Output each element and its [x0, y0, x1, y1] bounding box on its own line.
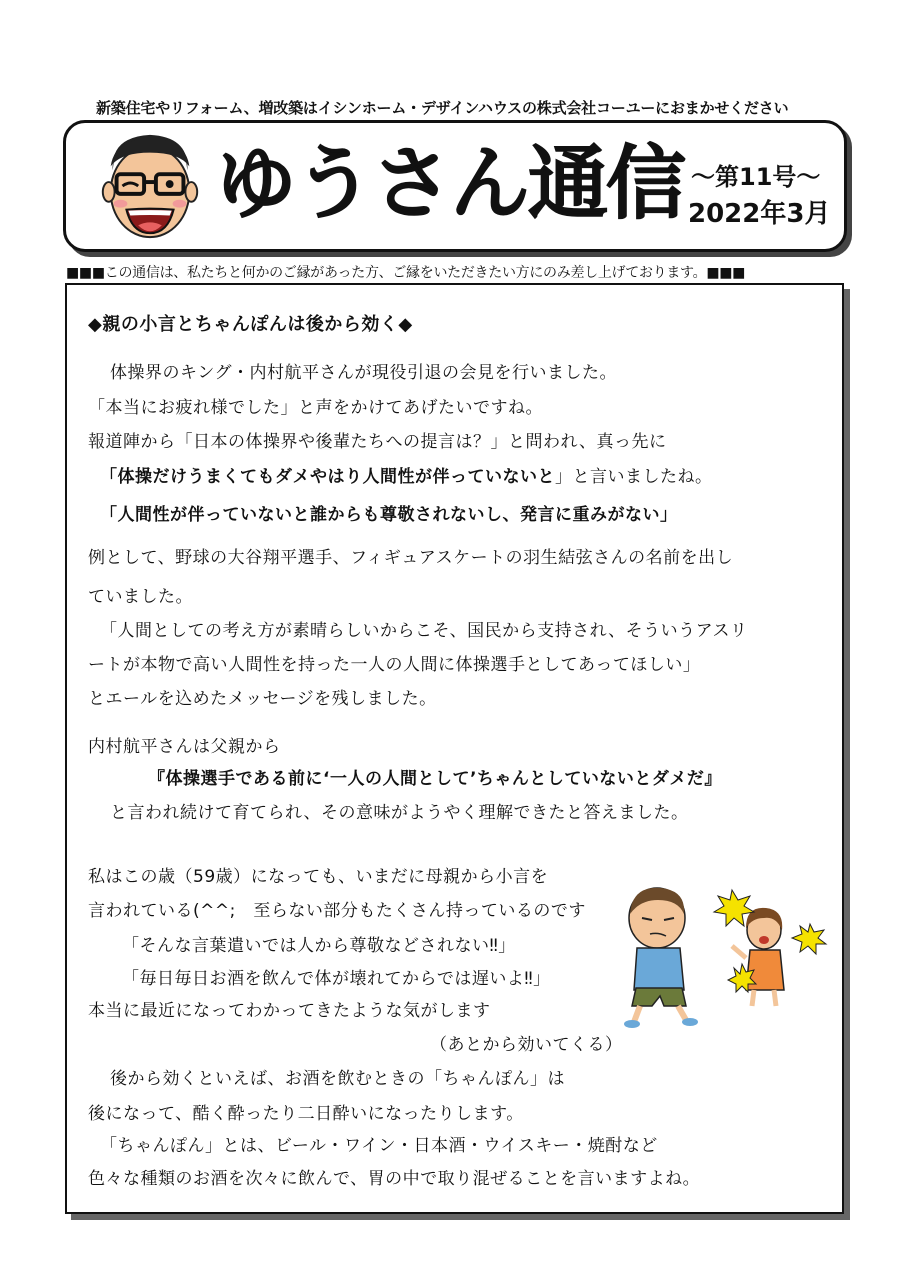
article-line: 色々な種類のお酒を次々に飲んで、胃の中で取り混ぜることを言いますよね。 — [88, 1169, 701, 1189]
article-line: 「ちゃんぽん」とは、ビール・ワイン・日本酒・ウイスキー・焼酎など — [100, 1136, 658, 1156]
company-tagline: 新築住宅やリフォーム、増改築はイシンホーム・デザインハウスの株式会社コーユーにおまかせください — [96, 99, 789, 117]
distribution-notice: ■■■この通信は、私たちと何かのご縁があった方、ご縁をいただきたい方にのみ差し上げております。■■■ — [66, 265, 746, 281]
article-line: 「本当にお疲れ様でした」と声をかけてあげたいですね。 — [88, 398, 543, 418]
quote-tail: 」と言いましたね。 — [555, 467, 713, 487]
article-line: 内村航平さんは父親から — [88, 737, 281, 757]
article-line: とエールを込めたメッセージを残しました。 — [88, 689, 437, 709]
article-line: 私はこの歳（59歳）になっても、いまだに母親から小言を — [88, 867, 549, 887]
article-line: 後になって、酷く酔ったり二日酔いになったりします。 — [88, 1104, 524, 1124]
article-line — [100, 462, 713, 487]
article-line: 『体操選手である前に‘一人の人間として’ちゃんとしていないとダメだ』 — [148, 769, 722, 789]
newsletter-header — [63, 120, 847, 252]
article-line: ートが本物で高い人間性を持った一人の人間に体操選手としてあってほしい」 — [88, 655, 701, 675]
newsletter-title: ゆうさん通信 — [216, 137, 684, 230]
article-line: 後から効くといえば、お酒を飲むときの「ちゃんぽん」は — [110, 1069, 565, 1089]
article-line: 報道陣から「日本の体操界や後輩たちへの提言は？」と問われ、真っ先に — [88, 432, 667, 452]
article-line: 「毎日毎日お酒を飲んで体が壊れてからでは遅いよ‼」 — [122, 969, 551, 989]
issue-date: 2022年3月 — [688, 199, 831, 229]
article-heading: ◆親の小言とちゃんぽんは後から効く◆ — [88, 314, 413, 335]
article-line: 「人間としての考え方が素晴らしいからこそ、国民から支持され、そういうアスリ — [100, 621, 748, 641]
issue-number: ～第11号～ — [691, 163, 821, 191]
scolding-mother-child-illustration — [612, 880, 832, 1030]
article-line: 例として、野球の大谷翔平選手、フィギュアスケートの羽生結弦さんの名前を出し — [88, 548, 734, 568]
quote-bold: 「体操だけうまくてもダメやはり人間性が伴っていないと — [100, 467, 555, 487]
article-line: 「そんな言葉遣いでは人から尊敬などされない‼」 — [122, 936, 516, 956]
article-line: 本当に最近になってわかってきたような気がします — [88, 1001, 491, 1021]
article-line: 言われている(^^; 至らない部分もたくさん持っているのです — [88, 901, 586, 921]
article-line: 「人間性が伴っていないと誰からも尊敬されないし、発言に重みがない」 — [100, 505, 678, 525]
article-line: と言われ続けて育てられ、その意味がようやく理解できたと答えました。 — [110, 803, 689, 823]
article-line: ていました。 — [88, 587, 193, 607]
article-line: （あとから効いてくる） — [430, 1035, 623, 1055]
mascot-face-icon — [91, 127, 209, 245]
article-line: 体操界のキング・内村航平さんが現役引退の会見を行いました。 — [110, 363, 617, 383]
